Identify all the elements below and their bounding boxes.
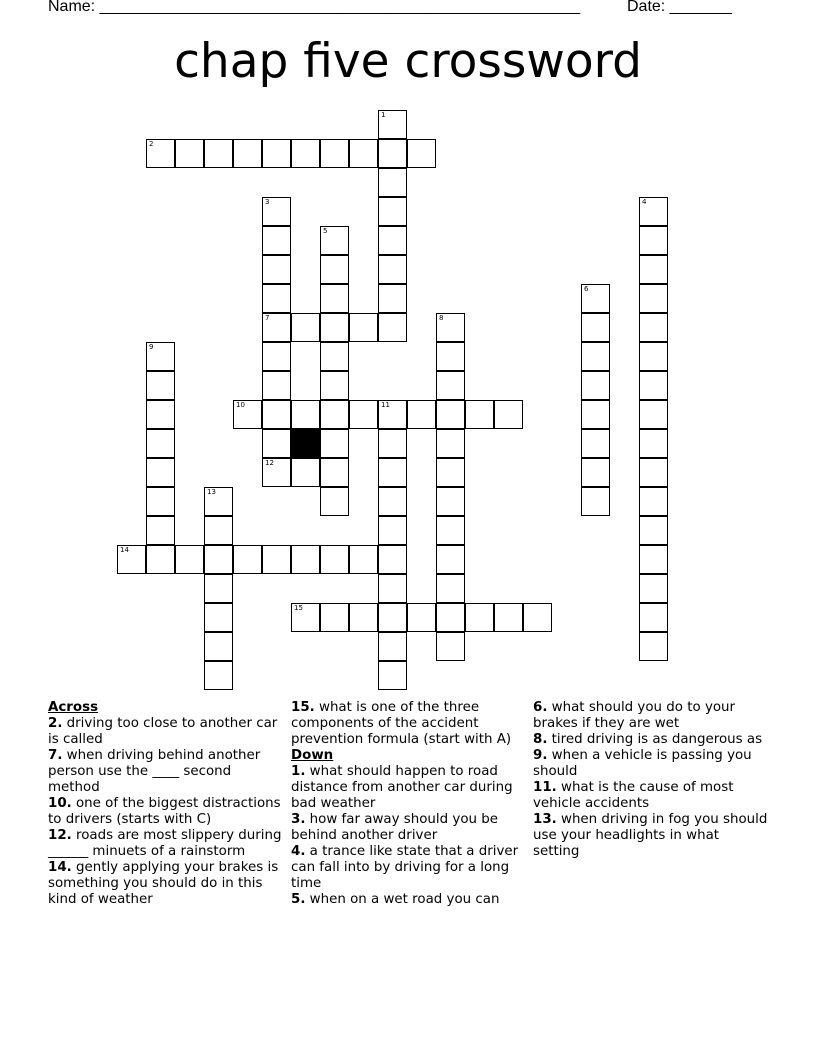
clues-column-3 [533, 700, 769, 860]
grid-cell[interactable] [639, 429, 668, 458]
name-field[interactable]: Name: ______________________________________________________ [48, 0, 581, 15]
clue-item [48, 828, 284, 860]
black-cell [291, 429, 320, 458]
clues-column-1 [48, 700, 284, 908]
clue-number-label: 15 [294, 604, 303, 612]
clue-number: 2. [48, 716, 63, 731]
grid-cell[interactable] [639, 313, 668, 342]
grid-cell[interactable] [378, 574, 407, 603]
clue-number-label: 10 [236, 401, 245, 409]
clue-number: 14. [48, 860, 72, 875]
clue-number: 3. [291, 812, 306, 827]
grid-cell[interactable] [349, 545, 378, 574]
grid-cell[interactable] [436, 632, 465, 661]
grid-cell[interactable] [262, 284, 291, 313]
clue-number-label: 13 [207, 488, 216, 496]
grid-cell[interactable] [320, 255, 349, 284]
clue-number: 11. [533, 780, 557, 795]
clue-number: 12. [48, 828, 72, 843]
grid-cell[interactable] [581, 371, 610, 400]
grid-cell[interactable] [581, 284, 610, 313]
grid-cell[interactable] [320, 487, 349, 516]
grid-cell[interactable] [262, 197, 291, 226]
grid-cell[interactable] [378, 313, 407, 342]
grid-cell[interactable] [204, 574, 233, 603]
grid-cell[interactable] [378, 110, 407, 139]
clue-item [291, 892, 527, 908]
grid-cell[interactable] [639, 400, 668, 429]
clue-text: tired driving is as dangerous as [547, 732, 763, 747]
grid-cell[interactable] [146, 139, 175, 168]
grid-cell[interactable] [436, 371, 465, 400]
grid-cell[interactable] [291, 400, 320, 429]
grid-cell[interactable] [378, 226, 407, 255]
clue-item [533, 700, 769, 732]
grid-cell[interactable] [204, 139, 233, 168]
grid-cell[interactable] [262, 545, 291, 574]
grid-cell[interactable] [262, 226, 291, 255]
clue-item [48, 748, 284, 796]
grid-cell[interactable] [146, 545, 175, 574]
grid-cell[interactable] [291, 458, 320, 487]
grid-cell[interactable] [349, 400, 378, 429]
grid-cell[interactable] [581, 458, 610, 487]
clue-item [533, 748, 769, 780]
clue-number: 8. [533, 732, 548, 747]
grid-cell[interactable] [320, 400, 349, 429]
clue-text: what should happen to road distance from another car during bad weather [291, 764, 513, 811]
grid-cell[interactable] [378, 545, 407, 574]
clue-text: what is the cause of most vehicle accidents [533, 780, 734, 811]
grid-cell[interactable] [204, 603, 233, 632]
grid-cell[interactable] [436, 545, 465, 574]
grid-cell[interactable] [262, 371, 291, 400]
clue-text: one of the biggest distractions to drivers (starts with C) [48, 796, 281, 827]
grid-cell[interactable] [233, 139, 262, 168]
across-heading: Across [48, 700, 99, 715]
grid-cell[interactable] [262, 342, 291, 371]
date-field[interactable]: Date: _______ [627, 0, 732, 15]
grid-cell[interactable] [581, 487, 610, 516]
grid-cell[interactable] [378, 632, 407, 661]
grid-cell[interactable] [378, 487, 407, 516]
clue-number-label: 1 [381, 111, 386, 119]
grid-cell[interactable] [378, 197, 407, 226]
grid-cell[interactable] [639, 197, 668, 226]
clue-item [48, 716, 284, 748]
clue-text: how far away should you be behind another driver [291, 812, 498, 843]
clue-text: driving too close to another car is called [48, 716, 278, 747]
clue-number: 15. [291, 700, 315, 715]
grid-cell[interactable] [233, 400, 262, 429]
grid-cell[interactable] [204, 661, 233, 690]
clue-number: 4. [291, 844, 306, 859]
grid-cell[interactable] [639, 371, 668, 400]
grid-cell[interactable] [320, 313, 349, 342]
grid-cell[interactable] [407, 400, 436, 429]
grid-cell[interactable] [378, 603, 407, 632]
clue-number-label: 4 [642, 198, 647, 206]
grid-cell[interactable] [378, 168, 407, 197]
grid-cell[interactable] [581, 429, 610, 458]
grid-cell[interactable] [494, 400, 523, 429]
clue-number: 6. [533, 700, 548, 715]
grid-cell[interactable] [436, 458, 465, 487]
clue-number-label: 11 [381, 401, 390, 409]
clue-number-label: 7 [265, 314, 270, 322]
grid-cell[interactable] [291, 603, 320, 632]
grid-cell[interactable] [204, 632, 233, 661]
grid-cell[interactable] [146, 516, 175, 545]
grid-cell[interactable] [262, 400, 291, 429]
grid-cell[interactable] [581, 313, 610, 342]
grid-cell[interactable] [204, 487, 233, 516]
grid-cell[interactable] [465, 603, 494, 632]
clue-number-label: 2 [149, 140, 154, 148]
grid-cell[interactable] [320, 139, 349, 168]
clue-text: when a vehicle is passing you should [533, 748, 752, 779]
grid-cell[interactable] [175, 545, 204, 574]
grid-cell[interactable] [436, 516, 465, 545]
grid-cell[interactable] [146, 371, 175, 400]
clue-number: 5. [291, 892, 306, 907]
clue-item [533, 780, 769, 812]
grid-cell[interactable] [146, 400, 175, 429]
grid-cell[interactable] [436, 429, 465, 458]
grid-cell[interactable] [436, 603, 465, 632]
grid-cell[interactable] [436, 400, 465, 429]
grid-cell[interactable] [639, 516, 668, 545]
clue-text: what should you do to your brakes if they are wet [533, 700, 736, 731]
clue-item [291, 764, 527, 812]
clue-number: 13. [533, 812, 557, 827]
clue-number-label: 12 [265, 459, 274, 467]
clue-number-label: 6 [584, 285, 589, 293]
grid-cell[interactable] [320, 226, 349, 255]
down-heading: Down [291, 748, 334, 763]
grid-cell[interactable] [378, 458, 407, 487]
clue-text: when on a wet road you can [305, 892, 500, 907]
grid-cell[interactable] [494, 603, 523, 632]
clue-item [533, 812, 769, 860]
clue-text: when driving behind another person use the ____ second method [48, 748, 261, 795]
clue-text: roads are most slippery during ______ minuets of a rainstorm [48, 828, 282, 859]
clue-item [48, 796, 284, 828]
grid-cell[interactable] [378, 284, 407, 313]
grid-cell[interactable] [320, 429, 349, 458]
grid-cell[interactable] [436, 342, 465, 371]
grid-cell[interactable] [320, 603, 349, 632]
clue-number: 9. [533, 748, 548, 763]
clue-text: gently applying your brakes is something you should do in this kind of weather [48, 860, 279, 907]
grid-cell[interactable] [378, 255, 407, 284]
grid-cell[interactable] [407, 139, 436, 168]
grid-cell[interactable] [291, 545, 320, 574]
clue-text: when driving in fog you should use your headlights in what setting [533, 812, 768, 859]
grid-cell[interactable] [320, 545, 349, 574]
grid-cell[interactable] [639, 284, 668, 313]
grid-cell[interactable] [436, 574, 465, 603]
page-title: chap five crossword [174, 34, 642, 89]
clue-number-label: 3 [265, 198, 270, 206]
grid-cell[interactable] [436, 313, 465, 342]
clue-item [291, 812, 527, 844]
grid-cell[interactable] [639, 632, 668, 661]
grid-cell[interactable] [639, 487, 668, 516]
clue-number-label: 14 [120, 546, 129, 554]
grid-cell[interactable] [378, 429, 407, 458]
grid-cell[interactable] [175, 139, 204, 168]
clue-item [291, 844, 527, 892]
grid-cell[interactable] [639, 255, 668, 284]
grid-cell[interactable] [349, 139, 378, 168]
grid-cell[interactable] [639, 226, 668, 255]
clue-number-label: 5 [323, 227, 328, 235]
clue-item [291, 700, 527, 748]
grid-cell[interactable] [146, 342, 175, 371]
grid-cell[interactable] [349, 313, 378, 342]
grid-cell[interactable] [146, 429, 175, 458]
clue-number-label: 8 [439, 314, 444, 322]
grid-cell[interactable] [639, 603, 668, 632]
grid-cell[interactable] [465, 400, 494, 429]
grid-cell[interactable] [320, 342, 349, 371]
grid-cell[interactable] [378, 139, 407, 168]
grid-cell[interactable] [639, 342, 668, 371]
grid-cell[interactable] [204, 516, 233, 545]
grid-cell[interactable] [639, 545, 668, 574]
grid-cell[interactable] [262, 255, 291, 284]
grid-cell[interactable] [262, 458, 291, 487]
grid-cell[interactable] [146, 487, 175, 516]
grid-cell[interactable] [639, 574, 668, 603]
grid-cell[interactable] [378, 516, 407, 545]
grid-cell[interactable] [436, 487, 465, 516]
grid-cell[interactable] [262, 313, 291, 342]
clue-text: a trance like state that a driver can fall into by driving for a long time [291, 844, 519, 891]
grid-cell[interactable] [639, 458, 668, 487]
grid-cell[interactable] [581, 342, 610, 371]
grid-cell[interactable] [320, 458, 349, 487]
grid-cell[interactable] [320, 371, 349, 400]
clue-item [48, 860, 284, 908]
grid-cell[interactable] [523, 603, 552, 632]
grid-cell[interactable] [581, 400, 610, 429]
clues-column-2 [291, 700, 527, 908]
grid-cell[interactable] [291, 139, 320, 168]
clue-number: 10. [48, 796, 72, 811]
clue-number: 1. [291, 764, 306, 779]
grid-cell[interactable] [378, 400, 407, 429]
grid-cell[interactable] [349, 603, 378, 632]
grid-cell[interactable] [233, 545, 262, 574]
clue-number: 7. [48, 748, 63, 763]
grid-cell[interactable] [262, 139, 291, 168]
grid-cell[interactable] [262, 429, 291, 458]
clue-number-label: 9 [149, 343, 154, 351]
grid-cell[interactable] [291, 313, 320, 342]
grid-cell[interactable] [117, 545, 146, 574]
clue-text: what is one of the three components of the accident prevention formula (start with A) [291, 700, 512, 747]
clue-item [533, 732, 769, 748]
grid-cell[interactable] [320, 284, 349, 313]
grid-cell[interactable] [204, 545, 233, 574]
grid-cell[interactable] [378, 661, 407, 690]
grid-cell[interactable] [407, 603, 436, 632]
grid-cell[interactable] [146, 458, 175, 487]
